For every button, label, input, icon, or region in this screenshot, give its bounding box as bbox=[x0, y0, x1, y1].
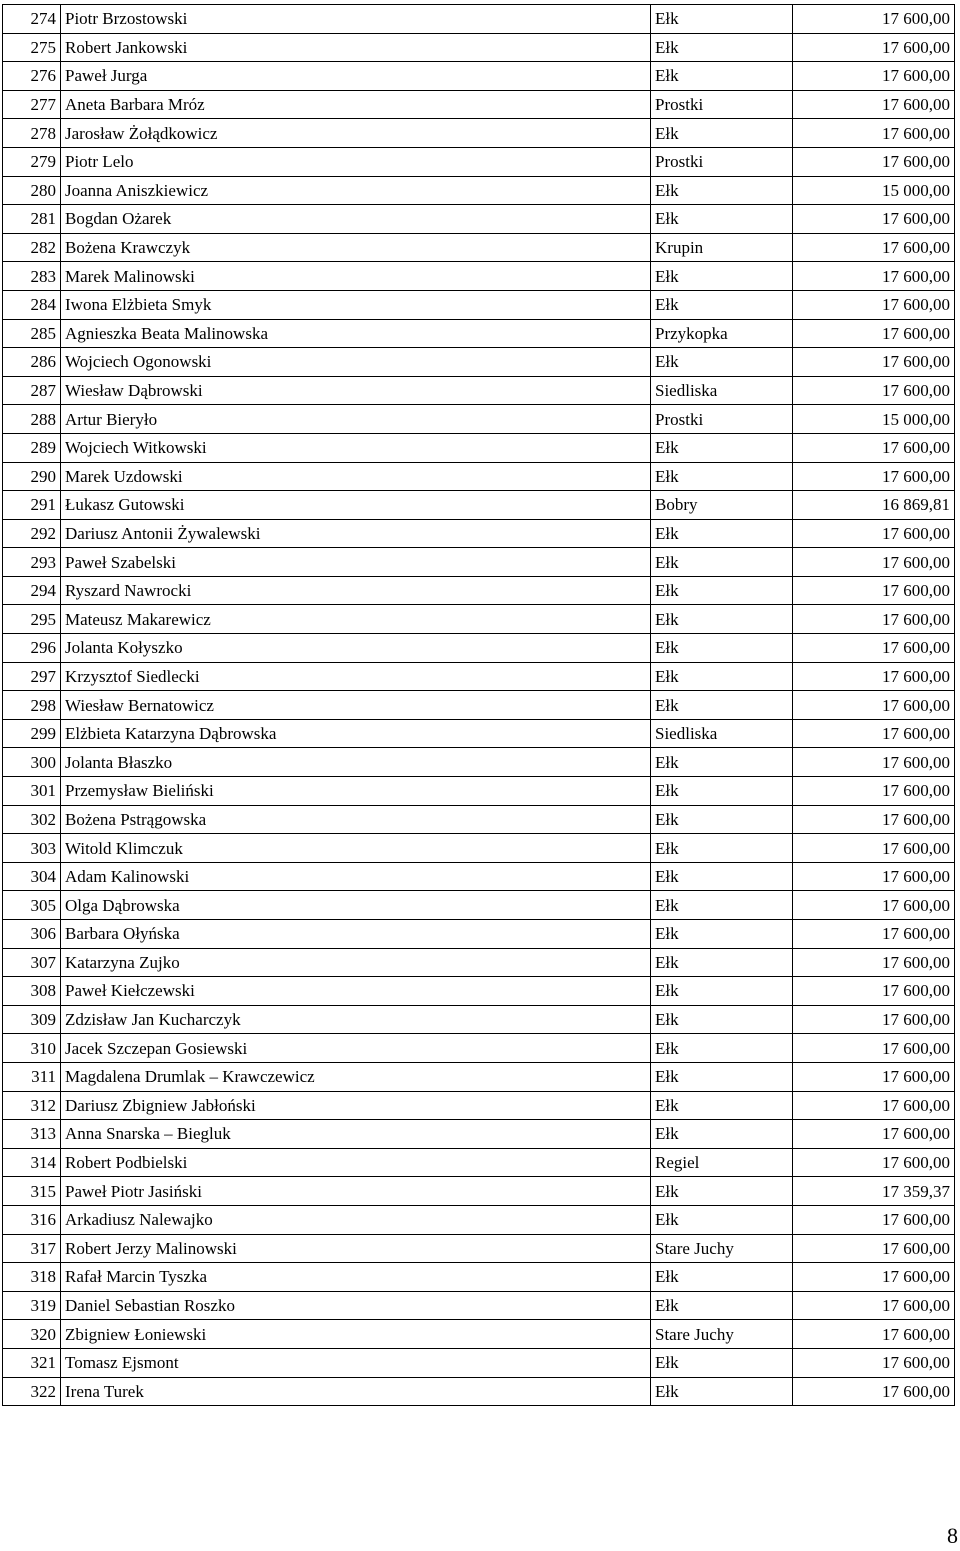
name-cell: Bogdan Ożarek bbox=[61, 205, 651, 234]
table-row bbox=[3, 662, 955, 691]
row-number-cell: 308 bbox=[3, 977, 61, 1006]
name-cell: Bożena Pstrągowska bbox=[61, 805, 651, 834]
name-cell: Arkadiusz Nalewajko bbox=[61, 1205, 651, 1234]
table-row bbox=[3, 290, 955, 319]
table-row bbox=[3, 977, 955, 1006]
amount-cell: 17 600,00 bbox=[793, 920, 955, 949]
city-cell: Ełk bbox=[651, 548, 793, 577]
city-cell: Ełk bbox=[651, 862, 793, 891]
amount-cell: 17 600,00 bbox=[793, 1234, 955, 1263]
city-cell: Stare Juchy bbox=[651, 1320, 793, 1349]
table-row bbox=[3, 691, 955, 720]
table-row bbox=[3, 33, 955, 62]
table-row bbox=[3, 119, 955, 148]
table-row bbox=[3, 1177, 955, 1206]
row-number-cell: 291 bbox=[3, 491, 61, 520]
row-number-cell: 304 bbox=[3, 862, 61, 891]
name-cell: Artur Bieryło bbox=[61, 405, 651, 434]
city-cell: Ełk bbox=[651, 1062, 793, 1091]
amount-cell: 17 600,00 bbox=[793, 1005, 955, 1034]
city-cell: Prostki bbox=[651, 147, 793, 176]
table-row bbox=[3, 834, 955, 863]
table-row bbox=[3, 920, 955, 949]
row-number-cell: 279 bbox=[3, 147, 61, 176]
city-cell: Ełk bbox=[651, 1377, 793, 1406]
city-cell: Ełk bbox=[651, 805, 793, 834]
table-row bbox=[3, 1291, 955, 1320]
table-row bbox=[3, 5, 955, 34]
name-cell: Piotr Brzostowski bbox=[61, 5, 651, 34]
city-cell: Ełk bbox=[651, 605, 793, 634]
table-row bbox=[3, 462, 955, 491]
row-number-cell: 274 bbox=[3, 5, 61, 34]
amount-cell: 17 600,00 bbox=[793, 62, 955, 91]
table-row bbox=[3, 176, 955, 205]
name-cell: Wojciech Ogonowski bbox=[61, 348, 651, 377]
city-cell: Siedliska bbox=[651, 719, 793, 748]
row-number-cell: 283 bbox=[3, 262, 61, 291]
amount-cell: 17 600,00 bbox=[793, 1120, 955, 1149]
name-cell: Dariusz Zbigniew Jabłoński bbox=[61, 1091, 651, 1120]
table-row bbox=[3, 62, 955, 91]
table-row bbox=[3, 1091, 955, 1120]
name-cell: Bożena Krawczyk bbox=[61, 233, 651, 262]
name-cell: Robert Jankowski bbox=[61, 33, 651, 62]
amount-cell: 17 600,00 bbox=[793, 1062, 955, 1091]
table-row bbox=[3, 491, 955, 520]
name-cell: Mateusz Makarewicz bbox=[61, 605, 651, 634]
table-row bbox=[3, 405, 955, 434]
row-number-cell: 276 bbox=[3, 62, 61, 91]
name-cell: Olga Dąbrowska bbox=[61, 891, 651, 920]
city-cell: Ełk bbox=[651, 891, 793, 920]
amount-cell: 17 600,00 bbox=[793, 834, 955, 863]
city-cell: Ełk bbox=[651, 262, 793, 291]
name-cell: Tomasz Ejsmont bbox=[61, 1348, 651, 1377]
city-cell: Ełk bbox=[651, 462, 793, 491]
row-number-cell: 298 bbox=[3, 691, 61, 720]
city-cell: Stare Juchy bbox=[651, 1234, 793, 1263]
amount-cell: 17 600,00 bbox=[793, 290, 955, 319]
name-cell: Rafał Marcin Tyszka bbox=[61, 1263, 651, 1292]
amount-cell: 17 600,00 bbox=[793, 805, 955, 834]
table-row bbox=[3, 548, 955, 577]
name-cell: Witold Klimczuk bbox=[61, 834, 651, 863]
amount-cell: 17 600,00 bbox=[793, 748, 955, 777]
name-cell: Piotr Lelo bbox=[61, 147, 651, 176]
table-row bbox=[3, 1348, 955, 1377]
row-number-cell: 292 bbox=[3, 519, 61, 548]
row-number-cell: 303 bbox=[3, 834, 61, 863]
city-cell: Ełk bbox=[651, 5, 793, 34]
name-cell: Irena Turek bbox=[61, 1377, 651, 1406]
name-cell: Barbara Ołyńska bbox=[61, 920, 651, 949]
name-cell: Jarosław Żołądkowicz bbox=[61, 119, 651, 148]
table-row bbox=[3, 1005, 955, 1034]
table-row bbox=[3, 748, 955, 777]
row-number-cell: 280 bbox=[3, 176, 61, 205]
name-cell: Paweł Jurga bbox=[61, 62, 651, 91]
table-row bbox=[3, 1377, 955, 1406]
amount-cell: 17 600,00 bbox=[793, 205, 955, 234]
row-number-cell: 315 bbox=[3, 1177, 61, 1206]
amount-cell: 17 600,00 bbox=[793, 233, 955, 262]
name-cell: Iwona Elżbieta Smyk bbox=[61, 290, 651, 319]
row-number-cell: 309 bbox=[3, 1005, 61, 1034]
name-cell: Łukasz Gutowski bbox=[61, 491, 651, 520]
amount-cell: 17 600,00 bbox=[793, 1091, 955, 1120]
row-number-cell: 301 bbox=[3, 777, 61, 806]
amount-cell: 17 600,00 bbox=[793, 262, 955, 291]
row-number-cell: 307 bbox=[3, 948, 61, 977]
amount-cell: 17 600,00 bbox=[793, 462, 955, 491]
amount-cell: 17 600,00 bbox=[793, 548, 955, 577]
city-cell: Ełk bbox=[651, 834, 793, 863]
city-cell: Ełk bbox=[651, 1263, 793, 1292]
name-cell: Adam Kalinowski bbox=[61, 862, 651, 891]
amount-cell: 17 600,00 bbox=[793, 719, 955, 748]
name-cell: Wiesław Dąbrowski bbox=[61, 376, 651, 405]
city-cell: Ełk bbox=[651, 1091, 793, 1120]
amount-cell: 17 359,37 bbox=[793, 1177, 955, 1206]
table-row bbox=[3, 1062, 955, 1091]
row-number-cell: 295 bbox=[3, 605, 61, 634]
name-cell: Przemysław Bieliński bbox=[61, 777, 651, 806]
name-cell: Joanna Aniszkiewicz bbox=[61, 176, 651, 205]
table-row bbox=[3, 1263, 955, 1292]
city-cell: Ełk bbox=[651, 519, 793, 548]
records-body bbox=[3, 5, 955, 1406]
amount-cell: 17 600,00 bbox=[793, 605, 955, 634]
table-row bbox=[3, 233, 955, 262]
city-cell: Ełk bbox=[651, 1005, 793, 1034]
table-row bbox=[3, 605, 955, 634]
row-number-cell: 300 bbox=[3, 748, 61, 777]
row-number-cell: 277 bbox=[3, 90, 61, 119]
table-row bbox=[3, 777, 955, 806]
row-number-cell: 313 bbox=[3, 1120, 61, 1149]
city-cell: Ełk bbox=[651, 33, 793, 62]
amount-cell: 17 600,00 bbox=[793, 1348, 955, 1377]
amount-cell: 17 600,00 bbox=[793, 1205, 955, 1234]
amount-cell: 17 600,00 bbox=[793, 948, 955, 977]
amount-cell: 17 600,00 bbox=[793, 433, 955, 462]
table-row bbox=[3, 891, 955, 920]
city-cell: Ełk bbox=[651, 348, 793, 377]
city-cell: Prostki bbox=[651, 90, 793, 119]
row-number-cell: 318 bbox=[3, 1263, 61, 1292]
row-number-cell: 310 bbox=[3, 1034, 61, 1063]
city-cell: Bobry bbox=[651, 491, 793, 520]
row-number-cell: 290 bbox=[3, 462, 61, 491]
city-cell: Ełk bbox=[651, 62, 793, 91]
row-number-cell: 305 bbox=[3, 891, 61, 920]
city-cell: Ełk bbox=[651, 205, 793, 234]
row-number-cell: 286 bbox=[3, 348, 61, 377]
name-cell: Jolanta Błaszko bbox=[61, 748, 651, 777]
city-cell: Ełk bbox=[651, 576, 793, 605]
amount-cell: 17 600,00 bbox=[793, 319, 955, 348]
amount-cell: 17 600,00 bbox=[793, 119, 955, 148]
table-row bbox=[3, 90, 955, 119]
row-number-cell: 288 bbox=[3, 405, 61, 434]
table-row bbox=[3, 1320, 955, 1349]
page-number: 8 bbox=[947, 1523, 958, 1548]
name-cell: Marek Uzdowski bbox=[61, 462, 651, 491]
name-cell: Jacek Szczepan Gosiewski bbox=[61, 1034, 651, 1063]
row-number-cell: 317 bbox=[3, 1234, 61, 1263]
name-cell: Dariusz Antonii Żywalewski bbox=[61, 519, 651, 548]
city-cell: Przykopka bbox=[651, 319, 793, 348]
table-row bbox=[3, 376, 955, 405]
name-cell: Paweł Kiełczewski bbox=[61, 977, 651, 1006]
city-cell: Ełk bbox=[651, 662, 793, 691]
row-number-cell: 322 bbox=[3, 1377, 61, 1406]
row-number-cell: 302 bbox=[3, 805, 61, 834]
row-number-cell: 321 bbox=[3, 1348, 61, 1377]
row-number-cell: 299 bbox=[3, 719, 61, 748]
table-row bbox=[3, 1234, 955, 1263]
amount-cell: 15 000,00 bbox=[793, 405, 955, 434]
name-cell: Anna Snarska – Biegluk bbox=[61, 1120, 651, 1149]
amount-cell: 17 600,00 bbox=[793, 977, 955, 1006]
row-number-cell: 278 bbox=[3, 119, 61, 148]
table-row bbox=[3, 576, 955, 605]
name-cell: Elżbieta Katarzyna Dąbrowska bbox=[61, 719, 651, 748]
name-cell: Krzysztof Siedlecki bbox=[61, 662, 651, 691]
name-cell: Marek Malinowski bbox=[61, 262, 651, 291]
city-cell: Ełk bbox=[651, 119, 793, 148]
table-row bbox=[3, 719, 955, 748]
row-number-cell: 306 bbox=[3, 920, 61, 949]
city-cell: Ełk bbox=[651, 1205, 793, 1234]
amount-cell: 17 600,00 bbox=[793, 777, 955, 806]
name-cell: Magdalena Drumlak – Krawczewicz bbox=[61, 1062, 651, 1091]
table-row bbox=[3, 634, 955, 663]
row-number-cell: 297 bbox=[3, 662, 61, 691]
city-cell: Ełk bbox=[651, 1291, 793, 1320]
row-number-cell: 296 bbox=[3, 634, 61, 663]
name-cell: Paweł Szabelski bbox=[61, 548, 651, 577]
amount-cell: 17 600,00 bbox=[793, 891, 955, 920]
city-cell: Krupin bbox=[651, 233, 793, 262]
amount-cell: 17 600,00 bbox=[793, 1034, 955, 1063]
name-cell: Jolanta Kołyszko bbox=[61, 634, 651, 663]
amount-cell: 17 600,00 bbox=[793, 1148, 955, 1177]
row-number-cell: 311 bbox=[3, 1062, 61, 1091]
table-row bbox=[3, 519, 955, 548]
row-number-cell: 282 bbox=[3, 233, 61, 262]
table-row bbox=[3, 1120, 955, 1149]
city-cell: Prostki bbox=[651, 405, 793, 434]
name-cell: Ryszard Nawrocki bbox=[61, 576, 651, 605]
row-number-cell: 312 bbox=[3, 1091, 61, 1120]
city-cell: Ełk bbox=[651, 433, 793, 462]
amount-cell: 17 600,00 bbox=[793, 662, 955, 691]
amount-cell: 17 600,00 bbox=[793, 1291, 955, 1320]
name-cell: Aneta Barbara Mróz bbox=[61, 90, 651, 119]
amount-cell: 17 600,00 bbox=[793, 634, 955, 663]
row-number-cell: 316 bbox=[3, 1205, 61, 1234]
amount-cell: 17 600,00 bbox=[793, 33, 955, 62]
table-row bbox=[3, 1034, 955, 1063]
row-number-cell: 294 bbox=[3, 576, 61, 605]
row-number-cell: 293 bbox=[3, 548, 61, 577]
amount-cell: 17 600,00 bbox=[793, 1377, 955, 1406]
name-cell: Katarzyna Zujko bbox=[61, 948, 651, 977]
row-number-cell: 289 bbox=[3, 433, 61, 462]
table-row bbox=[3, 262, 955, 291]
city-cell: Ełk bbox=[651, 977, 793, 1006]
city-cell: Ełk bbox=[651, 920, 793, 949]
row-number-cell: 275 bbox=[3, 33, 61, 62]
amount-cell: 17 600,00 bbox=[793, 1320, 955, 1349]
city-cell: Ełk bbox=[651, 777, 793, 806]
table-row bbox=[3, 319, 955, 348]
table-row bbox=[3, 433, 955, 462]
name-cell: Zbigniew Łoniewski bbox=[61, 1320, 651, 1349]
city-cell: Ełk bbox=[651, 634, 793, 663]
table-row bbox=[3, 1205, 955, 1234]
table-row bbox=[3, 205, 955, 234]
amount-cell: 16 869,81 bbox=[793, 491, 955, 520]
table-row bbox=[3, 948, 955, 977]
amount-cell: 17 600,00 bbox=[793, 1263, 955, 1292]
row-number-cell: 320 bbox=[3, 1320, 61, 1349]
row-number-cell: 319 bbox=[3, 1291, 61, 1320]
name-cell: Agnieszka Beata Malinowska bbox=[61, 319, 651, 348]
city-cell: Ełk bbox=[651, 1120, 793, 1149]
amount-cell: 17 600,00 bbox=[793, 519, 955, 548]
row-number-cell: 314 bbox=[3, 1148, 61, 1177]
amount-cell: 17 600,00 bbox=[793, 862, 955, 891]
city-cell: Ełk bbox=[651, 290, 793, 319]
amount-cell: 17 600,00 bbox=[793, 576, 955, 605]
city-cell: Siedliska bbox=[651, 376, 793, 405]
amount-cell: 15 000,00 bbox=[793, 176, 955, 205]
city-cell: Ełk bbox=[651, 748, 793, 777]
table-row bbox=[3, 1148, 955, 1177]
city-cell: Ełk bbox=[651, 1177, 793, 1206]
amount-cell: 17 600,00 bbox=[793, 348, 955, 377]
name-cell: Robert Jerzy Malinowski bbox=[61, 1234, 651, 1263]
amount-cell: 17 600,00 bbox=[793, 147, 955, 176]
amount-cell: 17 600,00 bbox=[793, 90, 955, 119]
table-row bbox=[3, 862, 955, 891]
city-cell: Ełk bbox=[651, 176, 793, 205]
name-cell: Paweł Piotr Jasiński bbox=[61, 1177, 651, 1206]
row-number-cell: 285 bbox=[3, 319, 61, 348]
table-row bbox=[3, 805, 955, 834]
row-number-cell: 284 bbox=[3, 290, 61, 319]
name-cell: Zdzisław Jan Kucharczyk bbox=[61, 1005, 651, 1034]
name-cell: Wiesław Bernatowicz bbox=[61, 691, 651, 720]
city-cell: Regiel bbox=[651, 1148, 793, 1177]
table-row bbox=[3, 147, 955, 176]
amount-cell: 17 600,00 bbox=[793, 691, 955, 720]
records-table bbox=[2, 4, 955, 1406]
city-cell: Ełk bbox=[651, 1348, 793, 1377]
row-number-cell: 287 bbox=[3, 376, 61, 405]
row-number-cell: 281 bbox=[3, 205, 61, 234]
name-cell: Robert Podbielski bbox=[61, 1148, 651, 1177]
amount-cell: 17 600,00 bbox=[793, 5, 955, 34]
city-cell: Ełk bbox=[651, 691, 793, 720]
table-row bbox=[3, 348, 955, 377]
city-cell: Ełk bbox=[651, 948, 793, 977]
amount-cell: 17 600,00 bbox=[793, 376, 955, 405]
city-cell: Ełk bbox=[651, 1034, 793, 1063]
name-cell: Daniel Sebastian Roszko bbox=[61, 1291, 651, 1320]
name-cell: Wojciech Witkowski bbox=[61, 433, 651, 462]
